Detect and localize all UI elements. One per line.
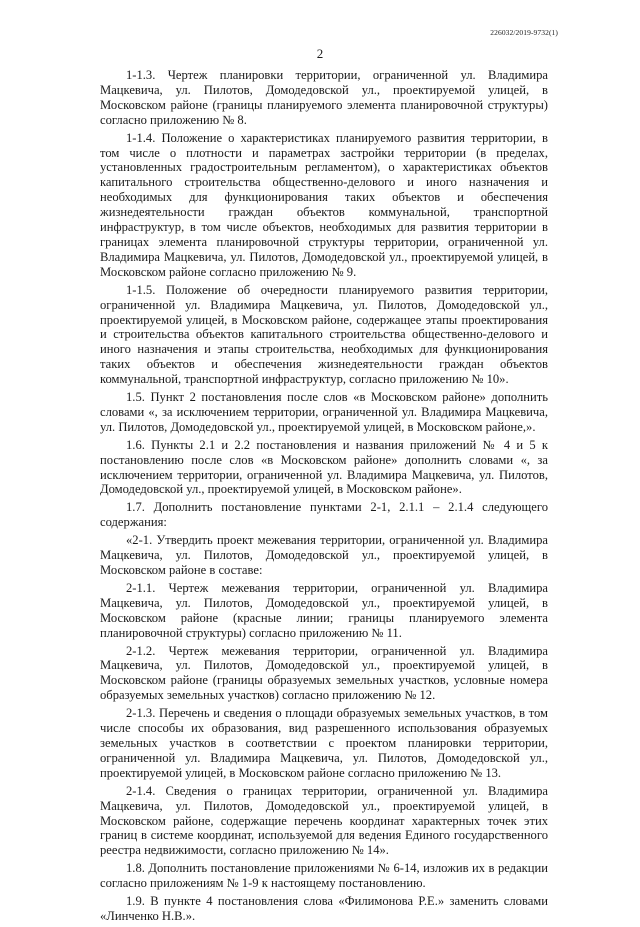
paragraph-2-1-3: 2-1.3. Перечень и сведения о площади образуемых земельных участков, в том числе способы их образования, вид разрешенного использования образуемых земельных участков в соответствии с проектом планировки территории, ограниченной ул. Владимира Мацкевича, ул. Пилотов, Домодедовской ул., проектируемой улицей, в Московском районе согласно приложению № 13. xyxy=(100,706,548,780)
page-number: 2 xyxy=(316,46,324,61)
paragraph-2-1: «2-1. Утвердить проект межевания территории, ограниченной ул. Владимира Мацкевича, ул. Пилотов, Домодедовской ул., проектируемой улицей, в Московском районе в составе: xyxy=(100,533,548,577)
paragraph-1-7: 1.7. Дополнить постановление пунктами 2-1, 2.1.1 – 2.1.4 следующего содержания: xyxy=(100,500,548,530)
paragraph-2-1-1: 2-1.1. Чертеж межевания территории, ограниченной ул. Владимира Мацкевича, ул. Пилотов, Домодедовской ул., проектируемой улицей, в Московском районе (красные линии; границы планируемого элемента планировочной структуры) согласно приложению № 11. xyxy=(100,580,548,640)
paragraph-1-5: 1.5. Пункт 2 постановления после слов «в Московском районе» дополнить словами «, за исключением территории, ограниченной ул. Владимира Мацкевича, ул. Пилотов, Домодедовской ул., проектируемой улицей, в Московском районе,». xyxy=(100,390,548,434)
document-number: 226032/2019-9732(1) xyxy=(490,28,558,37)
paragraph-1-1-5: 1-1.5. Положение об очередности планируемого развития территории, ограниченной ул. Владимира Мацкевича, ул. Пилотов, Домодедовской ул., проектируемой улицей, в Московском районе, содержащее этапы проектирования и строительства объектов капитального строительства общественно-делового и иного назначения и этапы строительства, необходимых для функционирования таких объектов и обеспечения жизнедеятельности граждан объектов коммунальной, транспортной инфраструктур, согласно приложению № 10». xyxy=(100,282,548,387)
paragraph-1-8: 1.8. Дополнить постановление приложениями № 6-14, изложив их в редакции согласно приложениям № 1-9 к настоящему постановлению. xyxy=(100,861,548,891)
document-body xyxy=(100,68,548,927)
paragraph-2-1-4: 2-1.4. Сведения о границах территории, ограниченной ул. Владимира Мацкевича, ул. Пилотов, Домодедовской ул., проектируемой улицей, в Московском районе, содержащие перечень координат характерных точек этих границ в системе координат, используемой для ведения Единого государственного реестра недвижимости, согласно приложению № 14». xyxy=(100,783,548,858)
paragraph-2-1-2: 2-1.2. Чертеж межевания территории, ограниченной ул. Владимира Мацкевича, ул. Пилотов, Домодедовской ул., проектируемой улицей, в Московском районе (границы образуемых земельных участков, условные номера образуемых земельных участков) согласно приложению № 12. xyxy=(100,643,548,703)
paragraph-1-1-3: 1-1.3. Чертеж планировки территории, ограниченной ул. Владимира Мацкевича, ул. Пилотов, Домодедовской ул., проектируемой улицей, в Московском районе (границы планируемого элемента планировочной структуры) согласно приложению № 8. xyxy=(100,68,548,127)
paragraph-1-6: 1.6. Пункты 2.1 и 2.2 постановления и названия приложений № 4 и 5 к постановлению после слов «в Московском районе» дополнить словами «, за исключением территории, ограниченной ул. Владимира Мацкевича, ул. Пилотов, Домодедовской ул., проектируемой улицей, в Московском районе». xyxy=(100,437,548,497)
paragraph-1-9: 1.9. В пункте 4 постановления слова «Филимонова Р.Е.» заменить словами «Линченко Н.В.». xyxy=(100,894,548,923)
paragraph-1-1-4: 1-1.4. Положение о характеристиках планируемого развития территории, в том числе о плотности и параметрах застройки территории (в пределах, установленных градостроительным регламентом), о характеристиках объектов капитального строительства общественно-делового и иного назначения и необходимых для функционирования таких объектов и обеспечения жизнедеятельности граждан объектов коммунальной, транспортной инфраструктур, в том числе объектов, необходимых для развития территории в границах элемента планировочной структуры территории, ограниченной ул. Владимира Мацкевича, ул. Пилотов, Домодедовской ул., проектируемой улицей, в Московском районе согласно приложению № 9. xyxy=(100,130,548,279)
